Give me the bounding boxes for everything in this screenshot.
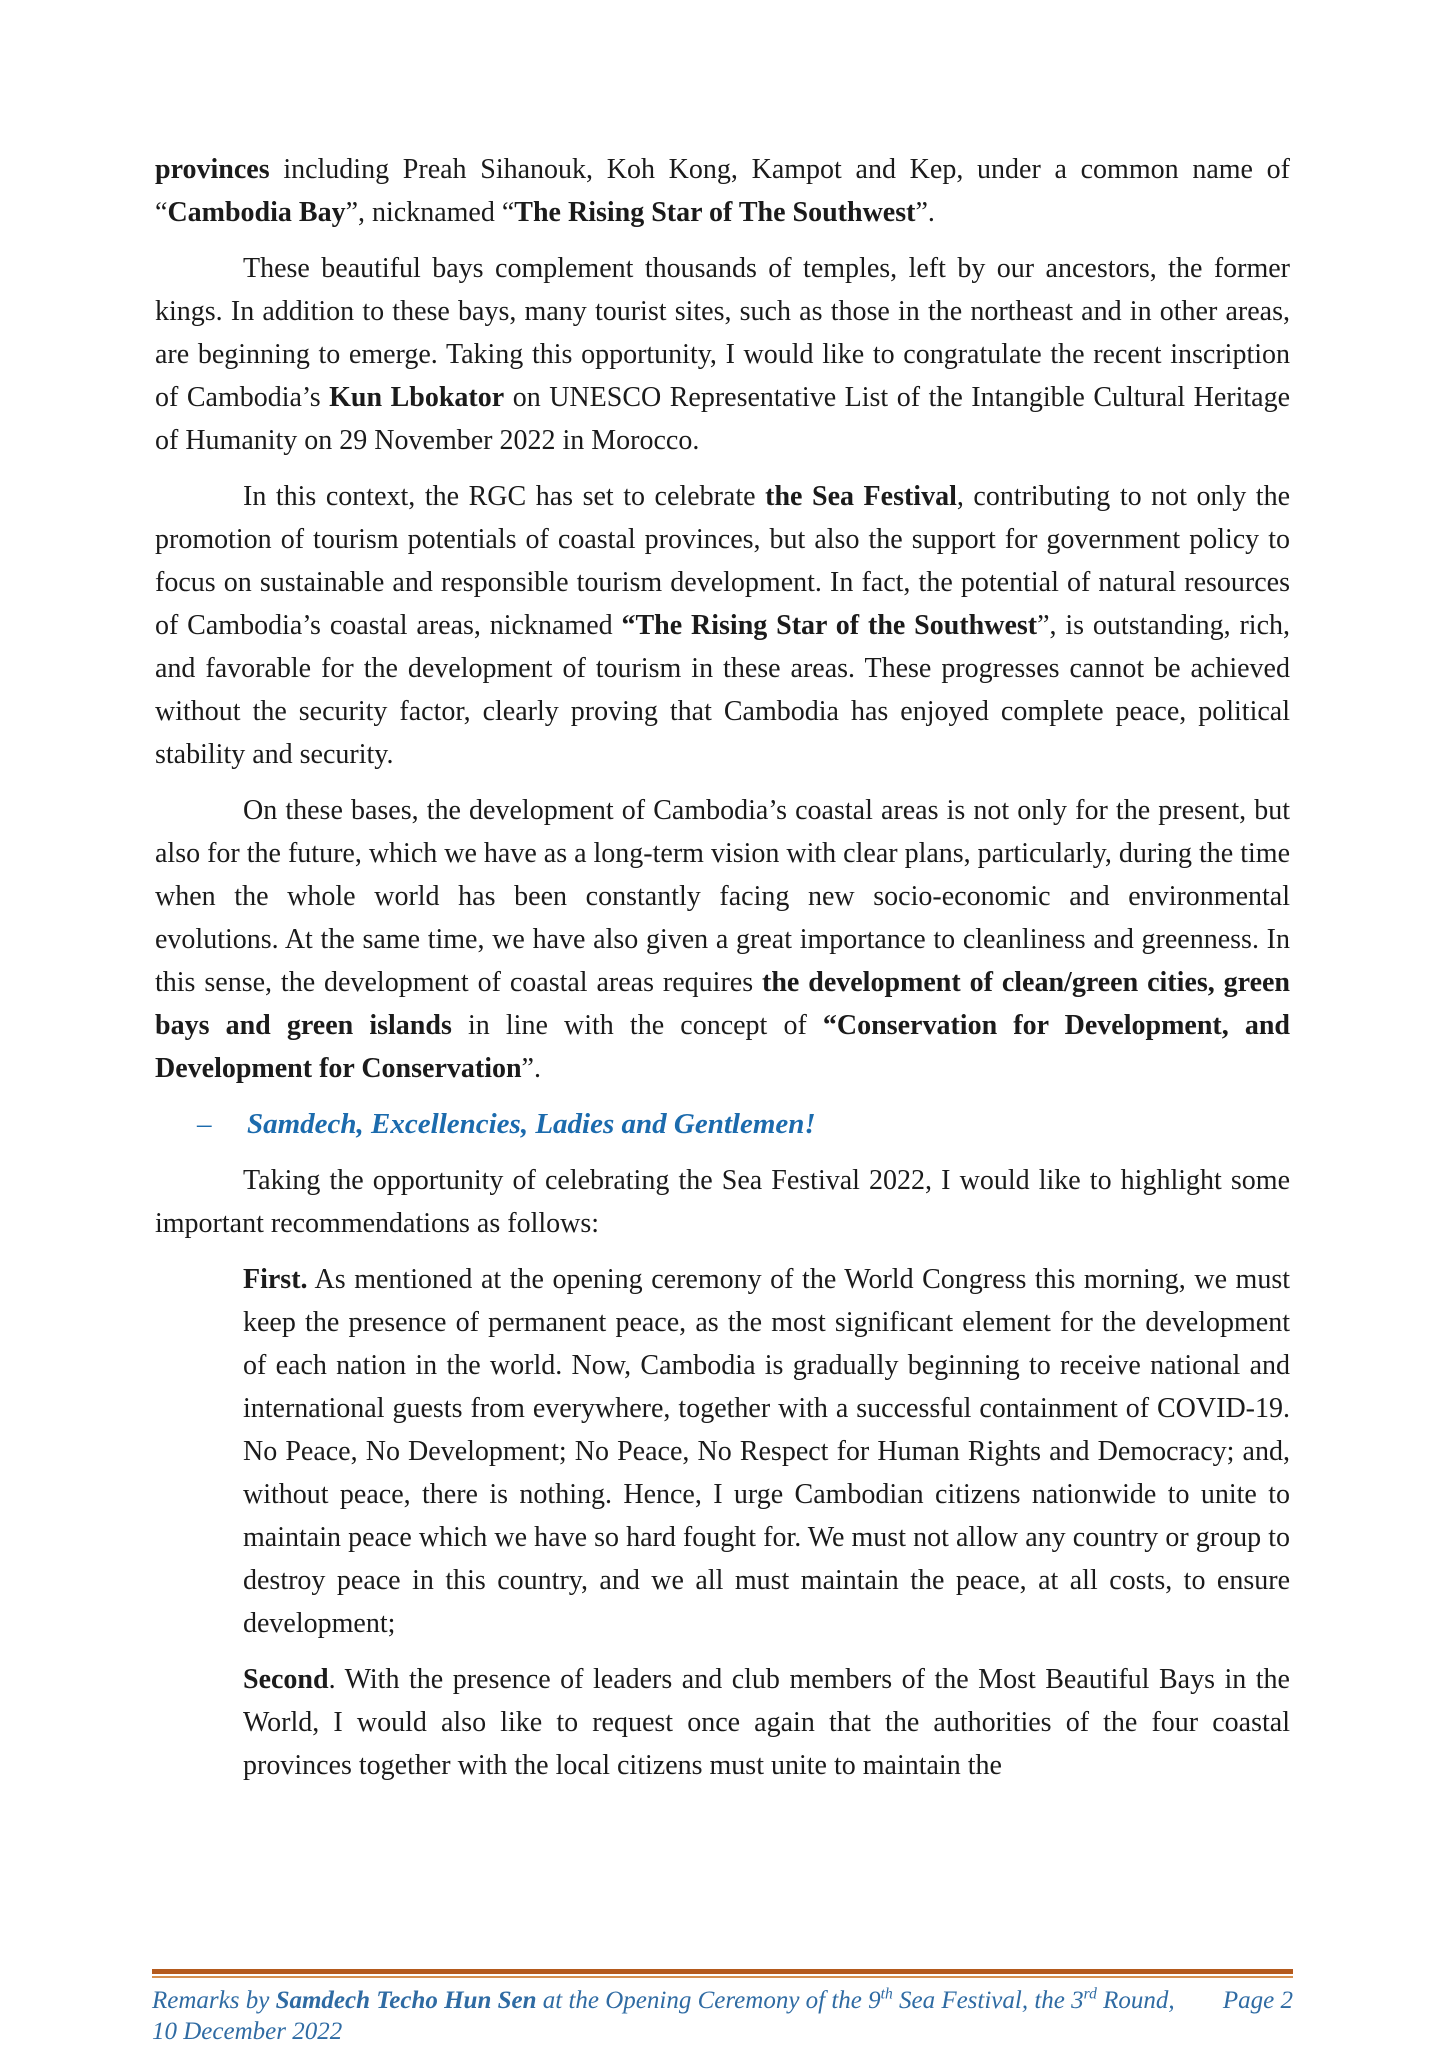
paragraph-coastal-development-vision: On these bases, the development of Cambodia’s coastal areas is not only for the present, but also for the future, which we have as a long-term vision with clear plans, particularly, during the time when the whole world has been constantly facing new socio-economic and environmental evolutions. At the same time, we have also given a great importance to cleanliness and greenness. In this sense, the development of coastal areas requires the development of clean/green cities, green bays and green islands in line with the concept of “Conservation for Development, and Development for Conservation”.	[155, 795, 1291, 1084]
paragraph-sea-festival-context: In this context, the RGC has set to celebrate the Sea Festival, contributing to not only the promotion of tourism potentials of coastal provinces, but also the support for government policy to focus on sustainable and responsible tourism development. In fact, the potential of natural resources of Cambodia’s coastal areas, nicknamed “The Rising Star of the Southwest”, is outstanding, rich, and favorable for the development of tourism in these areas. These progresses cannot be achieved without the security factor, clearly proving that Cambodia has enjoyed complete peace, political stability and security.	[155, 481, 1291, 770]
heading-dash: –	[197, 1108, 212, 1140]
paragraph-recommendation-first: First. As mentioned at the opening ceremony of the World Congress this morning, we must keep the presence of permanent peace, as the most significant element for the development of each nation in the world. Now, Cambodia is gradually beginning to receive national and international guests from everywhere, together with a successful containment of COVID-19. No Peace, No Development; No Peace, No Respect for Human Rights and Democracy; and, without peace, there is nothing. Hence, I urge Cambodian citizens nationwide to unite to maintain peace which we have so hard fought for. We must not allow any country or group to destroy peace in this country, and we all must maintain the peace, at all costs, to ensure development;	[243, 1264, 1290, 1639]
footer-rule-thick	[152, 1969, 1293, 1974]
paragraph-provinces-continuation: provinces including Preah Sihanouk, Koh Kong, Kampot and Kep, under a common name of “Cambodia Bay”, nicknamed “The Rising Star of The Southwest”.	[155, 154, 1290, 228]
footer-rule-thin	[152, 1976, 1293, 1978]
document-body	[155, 148, 1290, 1800]
page-number: Page 2	[1222, 1987, 1293, 2014]
paragraph-recommendations-intro: Taking the opportunity of celebrating the Sea Festival 2022, I would like to highlight some important recommendations as follows:	[155, 1165, 1290, 1239]
salutation-heading-text: Samdech, Excellencies, Ladies and Gentlemen!	[247, 1108, 816, 1140]
paragraph-beautiful-bays: These beautiful bays complement thousands of temples, left by our ancestors, the former kings. In addition to these bays, many tourist sites, such as those in the northeast and in other areas, are beginning to emerge. Taking this opportunity, I would like to congratulate the recent inscription of Cambodia’s Kun Lbokator on UNESCO Representative List of the Intangible Cultural Heritage of Humanity on 29 November 2022 in Morocco.	[155, 253, 1291, 456]
salutation-heading	[197, 1103, 1290, 1146]
footer-citation: Remarks by Samdech Techo Hun Sen at the Opening Ceremony of the 9th Sea Festival, the 3rd Round, 10 December 2022	[152, 1985, 1175, 2045]
paragraph-recommendation-second: Second. With the presence of leaders and club members of the Most Beautiful Bays in the World, I would also like to request once again that the authorities of the four coastal provinces together with the local citizens must unite to maintain the	[243, 1664, 1290, 1781]
page-footer	[152, 1969, 1293, 2047]
